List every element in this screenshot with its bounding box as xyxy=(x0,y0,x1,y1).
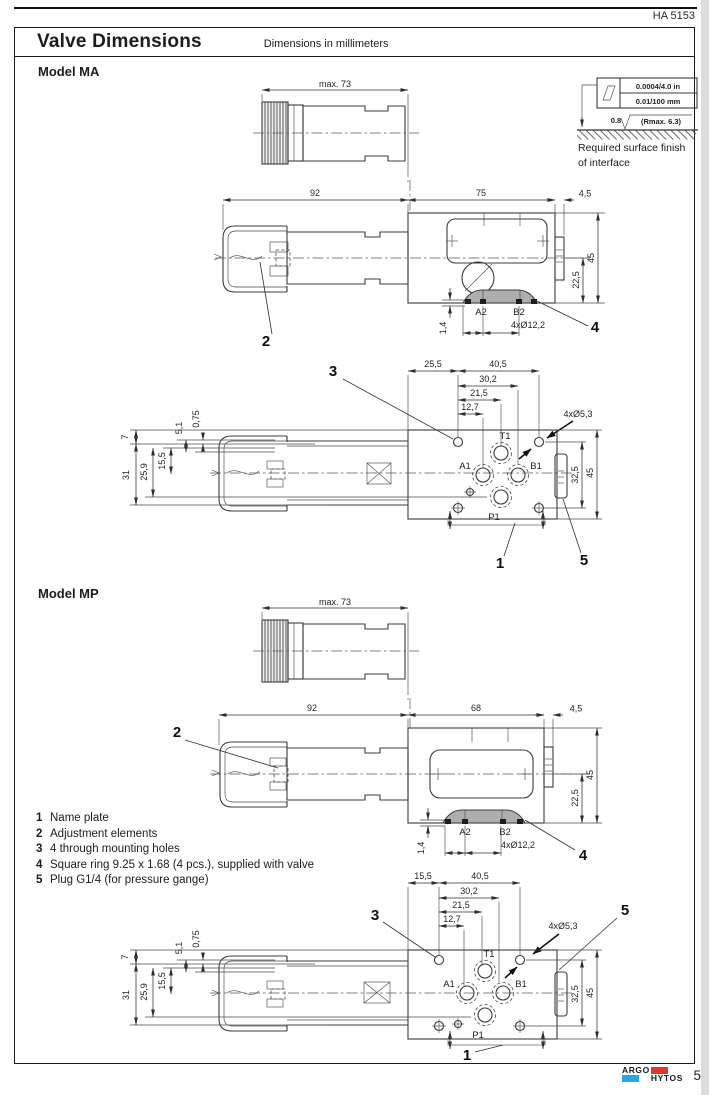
port-label-p1: P1 xyxy=(488,512,500,523)
name-plate xyxy=(448,1039,545,1045)
legend-item: 4 Square ring 9.25 x 1.68 (4 pcs.), supplied with valve xyxy=(36,858,315,871)
dim-4-5: 4,5 xyxy=(578,188,592,199)
surface-finish-caption: Required surface finish of interface xyxy=(578,142,686,169)
dim-22-5: 22,5 xyxy=(571,271,581,289)
dim-30-2: 30,2 xyxy=(460,886,478,896)
gauge-plug xyxy=(544,747,553,787)
callout-1: 1 xyxy=(495,555,505,572)
callout-4: 4 xyxy=(578,847,588,864)
lock-wire xyxy=(228,772,260,776)
legend-item: 1 Name plate xyxy=(36,812,109,824)
lock-wire xyxy=(230,256,262,260)
protective-cap-top xyxy=(219,956,287,1031)
gauge-plug xyxy=(555,237,564,280)
dim-21-5: 21,5 xyxy=(452,900,470,910)
dim-31: 31 xyxy=(121,469,131,481)
callout-1: 1 xyxy=(462,1047,472,1064)
port-label-a1: A1 xyxy=(459,461,471,472)
model-mp-heading: Model MP xyxy=(38,586,99,601)
dim-0-75: 0,75 xyxy=(191,410,201,428)
legend-item: 3 4 through mounting holes xyxy=(36,843,180,856)
valve-body-top xyxy=(130,430,575,519)
brand-argo: ARGO xyxy=(621,1065,650,1075)
ground-hatching xyxy=(577,131,696,140)
brand-hytos: HYTOS xyxy=(650,1073,683,1083)
surface-finish-symbol xyxy=(572,73,704,143)
callout-2: 2 xyxy=(172,724,182,741)
port-label-b1: B1 xyxy=(515,979,527,990)
dim-1-4: 1,4 xyxy=(438,321,448,335)
port-label-a2: A2 xyxy=(475,307,487,318)
legend-item: 2 Adjustment elements xyxy=(36,827,158,840)
legend-item: 5 Plug G1/4 (for pressure gange) xyxy=(36,874,209,887)
port-label-t1: T1 xyxy=(499,431,511,442)
dim-5-1: 5,1 xyxy=(174,941,184,955)
port-label-a2: A2 xyxy=(459,827,471,838)
left-dimensions xyxy=(120,410,487,505)
dim-45: 45 xyxy=(585,467,595,479)
valve-body-top xyxy=(130,950,575,1039)
dim-max-73: max. 73 xyxy=(318,79,352,89)
right-dimensions xyxy=(526,950,602,1039)
adjustment-screw-top xyxy=(271,469,285,479)
protective-cap-top xyxy=(219,436,287,511)
title-bar xyxy=(14,27,695,57)
ports xyxy=(432,949,527,1041)
dim-25-5: 25,5 xyxy=(424,359,442,369)
dim-12-7: 12,7 xyxy=(461,402,479,412)
dim-75: 75 xyxy=(475,188,487,198)
dim-45: 45 xyxy=(586,252,596,264)
model-ma-heading: Model MA xyxy=(38,64,100,79)
callout-3: 3 xyxy=(328,363,338,380)
logo-blue-block xyxy=(622,1075,639,1082)
dim-92: 92 xyxy=(309,188,321,198)
dim-32-5: 32,5 xyxy=(570,466,580,484)
dim-31: 31 xyxy=(121,989,131,1001)
lock-wire-top xyxy=(227,991,259,995)
port-label-b2: B2 xyxy=(513,307,525,318)
ma-side-view-drawing xyxy=(120,180,610,350)
mp-top-view-drawing xyxy=(115,868,630,1070)
header-rule xyxy=(14,7,697,9)
mounting-hole xyxy=(454,438,463,447)
dim-25-9: 25,9 xyxy=(139,983,149,1001)
left-dimensions xyxy=(120,930,471,1025)
flatness-symbol xyxy=(603,86,615,100)
argo-hytos-logo xyxy=(622,1066,683,1082)
mounting-hole xyxy=(435,956,444,965)
dim-45: 45 xyxy=(585,769,595,781)
lock-wire-top xyxy=(227,471,259,475)
right-dimensions xyxy=(545,430,602,519)
valve-body xyxy=(210,698,590,824)
callout-5: 5 xyxy=(620,902,630,919)
ma-knob-drawing xyxy=(225,78,425,182)
dim-21-5: 21,5 xyxy=(470,388,488,398)
dim-12-7: 12,7 xyxy=(443,914,461,924)
knob-body xyxy=(303,624,405,679)
dim-5-1: 5,1 xyxy=(174,421,184,435)
square-ring-mound xyxy=(463,290,537,303)
port-label-t1: T1 xyxy=(483,949,495,960)
dimension-lines xyxy=(219,703,582,750)
protective-cap xyxy=(220,742,287,807)
page-subtitle: Dimensions in millimeters xyxy=(263,37,389,50)
callout-4: 4 xyxy=(590,319,600,336)
dim-30-2: 30,2 xyxy=(479,374,497,384)
dim-4x5-3: 4xØ5,3 xyxy=(563,409,593,419)
dim-4x12-2: 4xØ12,2 xyxy=(510,320,546,330)
dim-40-5: 40,5 xyxy=(489,359,507,369)
port-label-b2: B2 xyxy=(499,827,511,838)
adjustment-screw-top xyxy=(271,989,285,999)
mounting-hole xyxy=(516,956,525,965)
finish-spec-mm: 0.01/100 mm xyxy=(635,97,681,106)
dim-32-5: 32,5 xyxy=(570,985,580,1003)
dim-40-5: 40,5 xyxy=(471,871,489,881)
dim-4x5-3: 4xØ5,3 xyxy=(548,921,578,931)
callout-3: 3 xyxy=(370,907,380,924)
mp-knob-drawing xyxy=(225,596,425,700)
top-dimensions xyxy=(408,359,593,468)
dim-0-75: 0,75 xyxy=(191,930,201,948)
top-dimensions xyxy=(408,871,578,986)
plug-and-plate xyxy=(448,972,567,1049)
roughness-value: 0.8 xyxy=(610,116,622,125)
rmax-value: (Rmax. 6.3) xyxy=(640,117,682,126)
ports xyxy=(451,431,546,523)
callout-2: 2 xyxy=(261,333,271,350)
dim-45: 45 xyxy=(585,987,595,999)
square-ring-mound xyxy=(443,810,525,823)
dim-7: 7 xyxy=(120,434,130,440)
knob-body xyxy=(303,106,405,161)
dim-15-5: 15,5 xyxy=(414,871,432,881)
dim-1-4: 1,4 xyxy=(416,841,426,855)
callout-5: 5 xyxy=(579,552,589,569)
doc-number: HA 5153 xyxy=(652,10,695,22)
dim-4-5: 4,5 xyxy=(569,703,583,714)
dim-max-73: max. 73 xyxy=(318,597,352,607)
dim-4x12-2: 4xØ12,2 xyxy=(500,840,536,850)
port-label-a1: A1 xyxy=(443,979,455,990)
valve-block xyxy=(408,728,544,823)
dim-92: 92 xyxy=(306,703,318,713)
dim-15-5-left: 15,5 xyxy=(157,972,167,990)
port-label-p1: P1 xyxy=(472,1030,484,1041)
port-label-b1: B1 xyxy=(530,461,542,472)
dim-25-9: 25,9 xyxy=(139,463,149,481)
page-number: 5 xyxy=(693,1068,701,1083)
finish-spec-in: 0.0004/4.0 in xyxy=(635,82,681,91)
dimension-lines xyxy=(223,188,591,235)
valve-block-top xyxy=(408,950,557,1039)
valve-body xyxy=(214,180,590,304)
dim-7: 7 xyxy=(120,954,130,960)
dim-22-5: 22,5 xyxy=(570,789,580,807)
protective-cap xyxy=(223,226,287,292)
ma-top-view-drawing xyxy=(115,353,615,580)
dim-15-5: 15,5 xyxy=(157,452,167,470)
dim-68: 68 xyxy=(470,703,482,713)
page-title: Valve Dimensions xyxy=(37,31,202,52)
mounting-hole xyxy=(535,438,544,447)
